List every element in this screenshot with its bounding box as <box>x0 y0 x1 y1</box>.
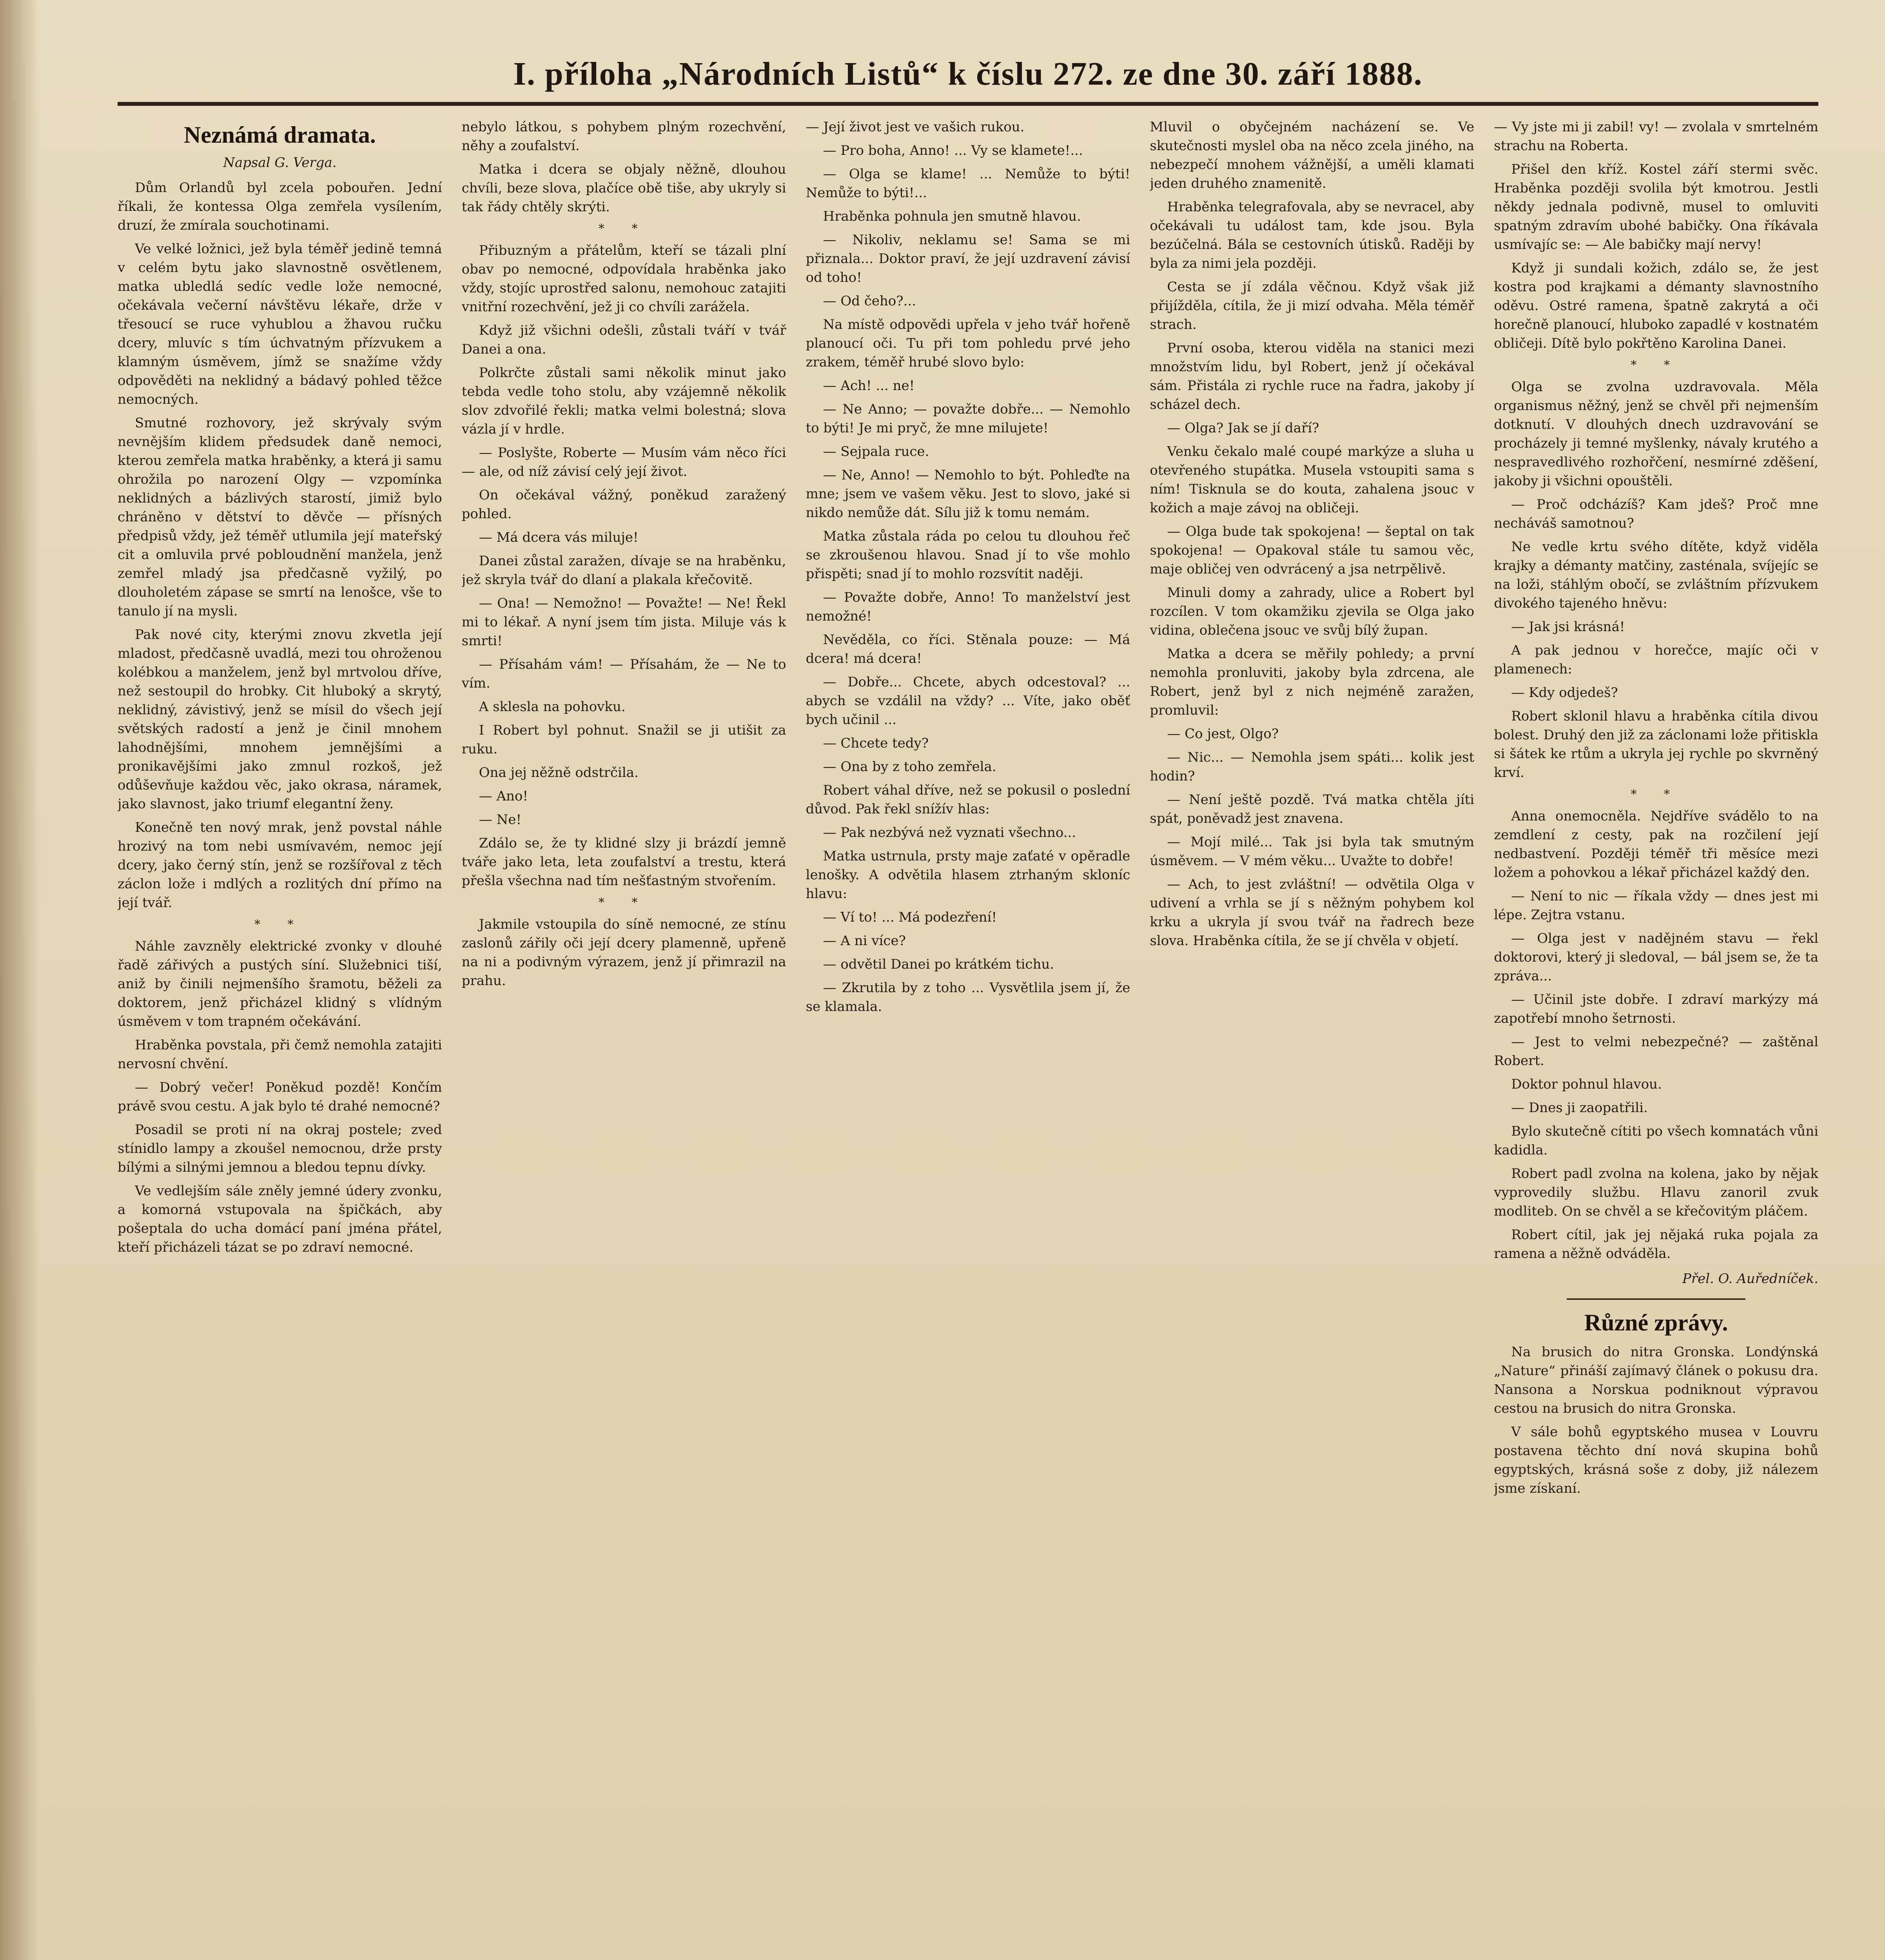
paragraph: Matka a dcera se měřily pohledy; a první nemohla pronluviti, jakoby byla zdrcena, ale Robert, jenž byl z nich nejméně zaražen, promluvil: <box>1150 646 1475 718</box>
article-byline: Napsal G. Verga. <box>223 155 337 171</box>
paragraph: — Mojí milé... Tak jsi byla tak smutným úsměvem. — V mém věku... Uvažte to dobře! <box>1150 834 1475 869</box>
paragraph: — Dnes ji zaopatřili. <box>1511 1100 1648 1116</box>
supplement-title: I. příloha „Národních Listů“ k číslu 272. ze dne 30. září 1888. <box>513 56 1423 92</box>
section-break: * * <box>1631 358 1682 372</box>
paragraph: Posadil se proti ní na okraj postele; zved stínidlo lampy a zkoušel nemocnou, drže prsty bílými a silnými jemnou a bledou tepnu dívky. <box>118 1122 442 1175</box>
paragraph: Robert váhal dříve, než se pokusil o poslední důvod. Pak řekl snížív hlas: <box>806 782 1130 817</box>
paragraph: Hraběnka pohnula jen smutně hlavou. <box>823 209 1081 224</box>
paragraph: — Olga jest v nadějném stavu — řekl doktorovi, který ji sledoval, — bál jsem se, že ta zpráva... <box>1494 931 1818 984</box>
paragraph: — Dobře... Chcete, abych odcestoval? ... abych se vzdálil na vždy? ... Víte, jako oběť bych učinil ... <box>806 674 1130 728</box>
paragraph: — Ach! ... ne! <box>823 378 915 394</box>
paragraph: Matka zůstala ráda po celou tu dlouhou řeč se zkroušenou hlavou. Snad jí to vše mohlo přispěti; snad jí to mohlo rozsvítit naději. <box>806 528 1130 582</box>
paragraph: Dům Orlandů byl zcela pobouřen. Jední říkali, že kontessa Olga zemřela vysílením, druzí, že zmírala souchotinami. <box>118 180 442 233</box>
paragraph: A pak jednou v horečce, majíc oči v plamenech: <box>1494 642 1818 677</box>
paragraph: — Od čeho?... <box>823 293 916 309</box>
paragraph: Matka i dcera se objaly něžně, dlouhou chvíli, beze slova, plačíce obě tiše, aby ukryly si tak řády chtěly skrýti. <box>461 162 786 215</box>
section-divider <box>1567 1298 1745 1300</box>
paragraph: Ve vedlejším sále zněly jemné údery zvonku, a komorná vstupovala na špičkách, aby pošeptala do ucha domácí paní jména přátel, kteří přicházeli tázat se po zdraví nemocné. <box>118 1183 442 1255</box>
paragraph: — Poslyšte, Roberte — Musím vám něco říci — ale, od níž závisí celý její život. <box>461 445 786 479</box>
paragraph: Anna onemocněla. Nejdříve svádělo to na zemdlení z cesty, pak na rozčilení její nedbastvení. Později téměř tři měsíce mezi ložem a pohovkou a lékař přicházel každý den. <box>1494 808 1818 880</box>
paragraph: — Považte dobře, Anno! To manželství jest nemožné! <box>806 590 1130 624</box>
paragraph: — Učinil jste dobře. I zdraví markýzy má zapotřebí mnoho šetrnosti. <box>1494 992 1818 1026</box>
column-4 <box>1150 118 1474 1960</box>
section-break: * * <box>1631 788 1682 801</box>
paragraph: — Jest to velmi nebezpečné? — zaštěnal Robert. <box>1494 1034 1818 1069</box>
paragraph: Zdálo se, že ty klidné slzy ji brázdí jemně tváře jako leta, leta zoufalství a trestu, která přešla všechna nad tím nešťastným stvořením. <box>461 835 786 889</box>
paragraph: Mluvil o obyčejném nacházení se. Ve skutečnosti myslel oba na něco zcela jiného, na nebezpečí mnohem vážnější, a uměli klamati jeden druhého znamenitě. <box>1150 119 1475 191</box>
paragraph: Jakmile vstoupila do síně nemocné, ze stínu zaslonů zářily oči její dcery plamenně, upřeně na ni a podivným výrazem, jenž jí přimrazil na prahu. <box>461 916 786 989</box>
paragraph: — Pro boha, Anno! ... Vy se klamete!... <box>823 143 1083 158</box>
paragraph: Robert cítil, jak jej nějaká ruka pojala za ramena a něžně odváděla. <box>1494 1227 1818 1261</box>
paragraph: Polkrčte zůstali sami několik minut jako tebda vedle toho stolu, aby vzájemně několik slov zdvořilé řekli; matka velmi bolestná; slova vázla jí v hrdle. <box>461 365 786 437</box>
paragraph: — Její život jest ve vašich rukou. <box>806 119 1025 135</box>
paragraph: Ne vedle krtu svého dítěte, když viděla krajky a démanty matčiny, zasténala, svíjejíc se na loži, stáhlým obočí, se zvláštním přízvukem divokého tajeného hněvu: <box>1494 539 1818 611</box>
page-fold-shadow <box>0 0 39 1960</box>
paragraph: Robert sklonil hlavu a hraběnka cítila divou bolest. Druhý den již za záclonami lože přitiskla si šátek ke rtům a ukryla jej rychle po skvrněný krví. <box>1494 708 1818 780</box>
paragraph: — Ano! <box>479 788 528 804</box>
paragraph: — Nikoliv, neklamu se! Sama se mi přiznala... Doktor praví, že její uzdravení závisí od toho! <box>806 232 1130 285</box>
section-break: * * <box>254 918 305 931</box>
paragraph: — Olga se klame! ... Nemůže to býti! Nemůže to býti!... <box>806 166 1130 201</box>
paragraph: — Pak nezbývá než vyznati všechno... <box>823 825 1076 840</box>
paragraph: — Ona! — Nemožno! — Považte! — Ne! Řekl mi to lékař. A nyní jsem tím jista. Miluje vás k smrti! <box>461 595 786 649</box>
paragraph: — Ne, Anno! — Nemohlo to být. Pohleďte na mne; jsem ve vašem věku. Jest to slovo, jaké si nikdo nemůže dát. Sílu již k tomu nemám. <box>806 467 1130 521</box>
paragraph: Hraběnka telegrafovala, aby se nevracel, aby očekávali tu událost tam, kde jsou. Byla bezúčelná. Bála se cestovních útisků. Raději by byla za nimi jela později. <box>1150 199 1475 271</box>
paragraph: — Proč odcházíš? Kam jdeš? Proč mne necháváš samotnou? <box>1494 497 1818 531</box>
paragraph: I Robert byl pohnut. Snažil se ji utišit za ruku. <box>461 722 786 757</box>
column-1 <box>118 118 442 1960</box>
paragraph: — Dobrý večer! Poněkud pozdě! Končím právě svou cestu. A jak bylo té drahé nemocné? <box>118 1080 442 1114</box>
paragraph: — Vy jste mi ji zabil! vy! — zvolala v smrtelném strachu na Roberta. <box>1494 119 1818 154</box>
paragraph: — Ne Anno; — považte dobře... — Nemohlo to býti! Je mi pryč, že mne milujete! <box>806 401 1130 436</box>
paragraph: — Olga bude tak spokojena! — šeptal on tak spokojena! — Opakoval stále tu samou věc, maje obličej ven odvrácený a jsa netrpělivě. <box>1150 524 1475 577</box>
article-heading: Neznámá dramata. <box>183 122 376 148</box>
translator-signature: Přel. O. Auředníček. <box>1682 1271 1818 1287</box>
paragraph: — Nic... — Nemohla jsem spáti... kolik jest hodin? <box>1150 750 1475 784</box>
news-item: V sále bohů egyptského musea v Louvru postavena těchto dní nová skupina bohů egyptských, krásná soše z doby, již nálezem jsme získaní. <box>1494 1424 1818 1496</box>
paragraph: nebylo látkou, s pohybem plným rozechvění, něhy a zoufalství. <box>461 119 786 154</box>
paragraph: Pak nové city, kterými znovu zkvetla její mladost, předčasně uvadlá, mezi tou ohroženou kolébkou a manželem, jenž byl mrtvolou dříve, než sestoupil do hrobky. Cit hluboký a skrytý, neklidný, závistivý, jenž se mísil do všech její světských radostí a jenž je činil mnohem lahodnějšími, mnohem jemnějšími a pronikavějšími jako zmnul rozkoš, jež odůševňuje každou věc, jako okrasa, náramek, jako slavnost, jako triumf elegantní ženy. <box>118 627 442 812</box>
paragraph: Přišel den kříž. Kostel září stermi svěc. Hraběnka později svolila být kmotrou. Jestli někdy jednala podivně, musel to omluviti spatným zdravím ubohé babičky. Ona říkávala usmívajíc se: — Ale babičky mají nervy! <box>1494 162 1818 252</box>
section-break: * * <box>598 896 649 909</box>
paragraph: — odvětil Danei po krátkém tichu. <box>823 956 1054 972</box>
paragraph: — Má dcera vás miluje! <box>479 530 639 545</box>
paragraph: — Ví to! ... Má podezření! <box>823 909 997 925</box>
paragraph: — Není to nic — říkala vždy — dnes jest mi lépe. Zejtra vstanu. <box>1494 888 1818 923</box>
paragraph: První osoba, kterou viděla na stanici mezi množstvím lidu, byl Robert, jenž jí očekával sám. Přistála zi rychle ruce na řadra, jakoby jí scházel dech. <box>1150 340 1475 412</box>
paragraph: Cesta se jí zdála věčnou. Když však již přijížděla, cítila, že ji mizí odvaha. Měla téměř strach. <box>1150 279 1475 332</box>
masthead <box>118 47 1818 106</box>
paragraph: — Co jest, Olgo? <box>1167 726 1279 742</box>
column-5 <box>1494 118 1818 1960</box>
paragraph: Robert padl zvolna na kolena, jako by nějak vyprovedily službu. Hlavu zanoril zvuk modliteb. On se chvěl a se křečovitým pláčem. <box>1494 1166 1818 1219</box>
paragraph: — Chcete tedy? <box>823 735 929 751</box>
paragraph: Smutné rozhovory, jež skrývaly svým nevnějším klidem předsudek daně nemoci, kterou zemřela matka hraběnky, a která ji samu ohrožila po narození Olgy — vzpomínka neklidných a bázlivých starostí, jimiž bylo chráněno v dětství to děvče — přísných předpisů vždy, jež téměř utlumila její mateřský cit a omluvila prvé pobloudnění manžela, jenž zemřel mladý jsa předčasně vyžilý, po dlouholetém zápase se smrtí na lenošce, vše to tanulo jí na mysli. <box>118 415 442 619</box>
paragraph: Danei zůstal zaražen, dívaje se na hraběnku, jež skryla tvář do dlaní a plakala křečovitě. <box>461 553 786 588</box>
paragraph: A sklesla na pohovku. <box>479 699 626 715</box>
paragraph: On očekával vážný, poněkud zaražený pohled. <box>461 487 786 522</box>
paragraph: Doktor pohnul hlavou. <box>1511 1076 1662 1092</box>
paragraph: Ve velké ložnici, jež byla téměř jedině temná v celém bytu jako slavnostně osvětlenem, matka ubledlá sedíc vedle lože nemocné, očekávala večerní návštěvu lékaře, drže v třesoucí se ruce vyhublou a žhavou ručku dcery, mluvíc s tím úchvatným přízvukem a klamným úsměvem, jímž se snažíme vždy odpověděti na neklidný a bádavý pohled těžce nemocných. <box>118 241 442 407</box>
paragraph: — Ne! <box>479 812 522 828</box>
paragraph: — Olga? Jak se jí daří? <box>1167 420 1319 436</box>
paragraph: Na místě odpovědi upřela v jeho tvář hořeně planoucí oči. Tu při tom pohledu prvé jeho zrakem, téměř hrubé slovo bylo: <box>806 317 1130 370</box>
paragraph: Matka ustrnula, prsty maje zaťaté v opěradle lenošky. A odvětila hlasem ztrhaným skloníc hlavu: <box>806 848 1130 902</box>
paragraph: — Není ještě pozdě. Tvá matka chtěla jíti spát, poněvadž jest znavena. <box>1150 792 1475 826</box>
paragraph: — Sejpala ruce. <box>823 444 929 459</box>
paragraph: — Ach, to jest zvláštní! — odvětila Olga v udivení a vrhla se jí s něžným pohybem kol krku a ukryla jí svou tvář na řadrech beze slova. Hraběnka cítila, že se jí chvěla v objetí. <box>1150 877 1475 949</box>
paragraph: Minuli domy a zahrady, ulice a Robert byl rozcílen. V tom okamžiku zjevila se Olga jako vidina, oblečena jsouc ve svůj bílý župan. <box>1150 585 1475 638</box>
paragraph: — Ona by z toho zemřela. <box>823 759 996 775</box>
paragraph: Ona jej něžně odstrčila. <box>479 765 639 780</box>
paragraph: — Zkrutila by z toho ... Vysvětlila jsem jí, že se klamala. <box>806 980 1130 1014</box>
paragraph: Když ji sundali kožich, zdálo se, že jest kostra pod krajkami a démanty slavnostního oděvu. Ostré ramena, špatně zakrytá a oči horečně planoucí, hluboko zapadlé v kostnatém obličeji. Dítě bylo pokřtěno Karolina Danei. <box>1494 260 1818 351</box>
section-break: * * <box>598 222 649 236</box>
paragraph: Nevěděla, co říci. Stěnala pouze: — Má dcera! má dcera! <box>806 632 1130 666</box>
paragraph: — Kdy odjedeš? <box>1511 685 1618 701</box>
paragraph: — Přísahám vám! — Přísahám, že — Ne to vím. <box>461 657 786 691</box>
paragraph: Hraběnka povstala, při čemž nemohla zatajiti nervosní chvění. <box>118 1037 442 1072</box>
paragraph: — A ni více? <box>823 933 906 949</box>
paragraph: Když již všichni odešli, zůstali tváří v tvář Danei a ona. <box>461 323 786 357</box>
news-section-heading: Různé zprávy. <box>1584 1310 1728 1336</box>
news-item: Na brusich do nitra Gronska. Londýnská „Nature“ přináší zajímavý článek o pokusu dra. Nansona a Norskua podniknout výpravou cestou na brusich do nitra Gronska. <box>1494 1344 1818 1416</box>
paragraph: Náhle zavzněly elektrické zvonky v dlouhé řadě zářivých a pustých síní. Služebnici tiší, aniž by činili nejmenšího šramotu, běželi za doktorem, jenž přicházel klidný s vlídným úsměvem v tom trapném očekávání. <box>118 938 442 1029</box>
paragraph: Bylo skutečně cítiti po všech komnatách vůni kadidla. <box>1494 1123 1818 1158</box>
paragraph: — Jak jsi krásná! <box>1511 619 1625 635</box>
column-grid <box>118 118 1818 1960</box>
column-2 <box>462 118 786 1960</box>
paragraph: Olga se zvolna uzdravovala. Měla organismus něžný, jenž se chvěl při nejmenším dotknutí. V dlouhých dnech uzdravování se procházely ji temné myšlenky, návaly krutého a nespravedlivého rozhořčení, nesmírné zděšení, jakoby ji všichni opouštěli. <box>1494 379 1818 489</box>
paragraph: Konečně ten nový mrak, jenž povstal náhle hrozivý na tom nebi usmívavém, nemoc její dcery, jako černý stín, jenž se rozšířoval z těch záclon lože i mdlých a rozlitých dní přímo na její tvář. <box>118 820 442 911</box>
paragraph: Přibuzným a přátelům, kteří se tázali plní obav po nemocné, odpovídala hraběnka jako vždy, stojíc uprostřed salonu, nemohouc zatajiti vnitřní rozechvění, jež ji co chvíli zarážela. <box>461 243 786 315</box>
column-3 <box>806 118 1130 1960</box>
paragraph: Venku čekalo malé coupé markýze a sluha u otevřeného stupátka. Musela vstoupiti sama s ním! Tisknula se do kouta, zahalena jsouc v kožich a maje závoj na obličeji. <box>1150 444 1475 516</box>
